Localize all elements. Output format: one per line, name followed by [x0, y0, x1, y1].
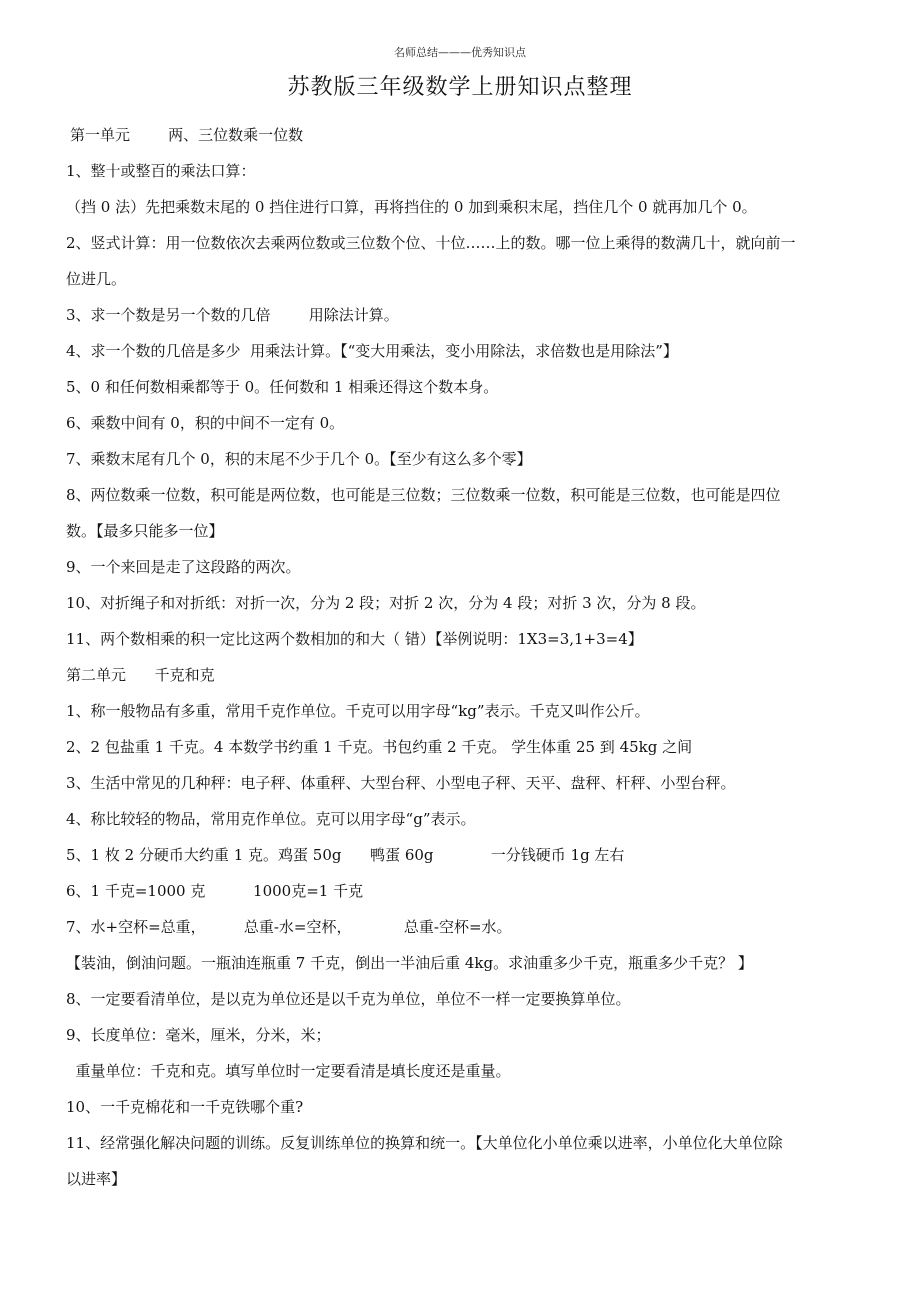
text-line: 8、一定要看清单位，是以克为单位还是以千克为单位，单位不一样一定要换算单位。	[66, 990, 631, 1008]
text-line: 位进几。	[66, 270, 127, 288]
text-line: 7、水+空杯=总重， 总重-水=空杯， 总重-空杯=水。	[66, 918, 512, 936]
section-heading-unit-1: 第一单元 两、三位数乘一位数	[70, 126, 304, 144]
text-line: 数。【最多只能多一位】	[66, 522, 224, 540]
text-line: 10、对折绳子和对折纸：对折一次，分为 2 段；对折 2 次，分为 4 段；对折 3 次，分为 8 段。	[66, 594, 706, 612]
text-line: 2、竖式计算：用一位数依次去乘两位数或三位数个位、十位……上的数。哪一位上乘得的数满几十，就向前一	[66, 234, 796, 252]
text-line: 6、1 千克=1000 克 1000克=1 千克	[66, 882, 364, 900]
text-line: 2、2 包盐重 1 千克。4 本数学书约重 1 千克。书包约重 2 千克。 学生体重 25 到 45kg 之间	[66, 738, 693, 756]
text-line: 10、一千克棉花和一千克铁哪个重?	[66, 1098, 304, 1116]
text-line: 9、一个来回是走了这段路的两次。	[66, 558, 301, 576]
text-line: 9、长度单位：毫米，厘米，分米，米；	[66, 1026, 331, 1044]
text-line: 11、两个数相乘的积一定比这两个数相加的和大（ 错）【举例说明：1X3=3,1+3=4】	[66, 630, 643, 648]
text-line: 重量单位：千克和克。填写单位时一定要看清是填长度还是重量。	[66, 1062, 511, 1080]
text-line: 以进率】	[66, 1170, 127, 1188]
text-line: 1、整十或整百的乘法口算：	[66, 162, 256, 180]
text-line: 7、乘数末尾有几个 0，积的末尾不少于几个 0。【至少有这么多个零】	[66, 450, 532, 468]
text-line: 11、经常强化解决问题的训练。反复训练单位的换算和统一。【大单位化小单位乘以进率，小单位化大单位除	[66, 1134, 783, 1152]
text-line: 1、称一般物品有多重，常用千克作单位。千克可以用字母“kg”表示。千克又叫作公斤。	[66, 702, 650, 720]
text-line: 4、求一个数的几倍是多少 用乘法计算。【“变大用乘法，变小用除法，求倍数也是用除法”】	[66, 342, 678, 360]
text-line: 6、乘数中间有 0，积的中间不一定有 0。	[66, 414, 345, 432]
text-line: （挡 0 法）先把乘数末尾的 0 挡住进行口算，再将挡住的 0 加到乘积末尾，挡住几个 0 就再加几个 0。	[66, 198, 757, 216]
text-line: 3、生活中常见的几种秤：电子秤、体重秤、大型台秤、小型电子秤、天平、盘秤、杆秤、小型台秤。	[66, 774, 736, 792]
text-line: 4、称比较轻的物品，常用克作单位。克可以用字母“g”表示。	[66, 810, 476, 828]
document-title: 苏教版三年级数学上册知识点整理	[287, 75, 633, 100]
text-line: 5、1 枚 2 分硬币大约重 1 克。鸡蛋 50g 鸭蛋 60g 一分钱硬币 1g 左右	[66, 846, 625, 864]
text-line: 5、0 和任何数相乘都等于 0。任何数和 1 相乘还得这个数本身。	[66, 378, 499, 396]
page-header: 名师总结———优秀知识点	[394, 46, 526, 59]
text-line: 8、两位数乘一位数，积可能是两位数，也可能是三位数；三位数乘一位数，积可能是三位数，也可能是四位	[66, 486, 781, 504]
text-line: 3、求一个数是另一个数的几倍 用除法计算。	[66, 306, 399, 324]
text-line: 【装油，倒油问题。一瓶油连瓶重 7 千克，倒出一半油后重 4kg。求油重多少千克，瓶重多少千克？ 】	[66, 954, 753, 972]
section-heading-unit-2: 第二单元 千克和克	[66, 666, 215, 684]
